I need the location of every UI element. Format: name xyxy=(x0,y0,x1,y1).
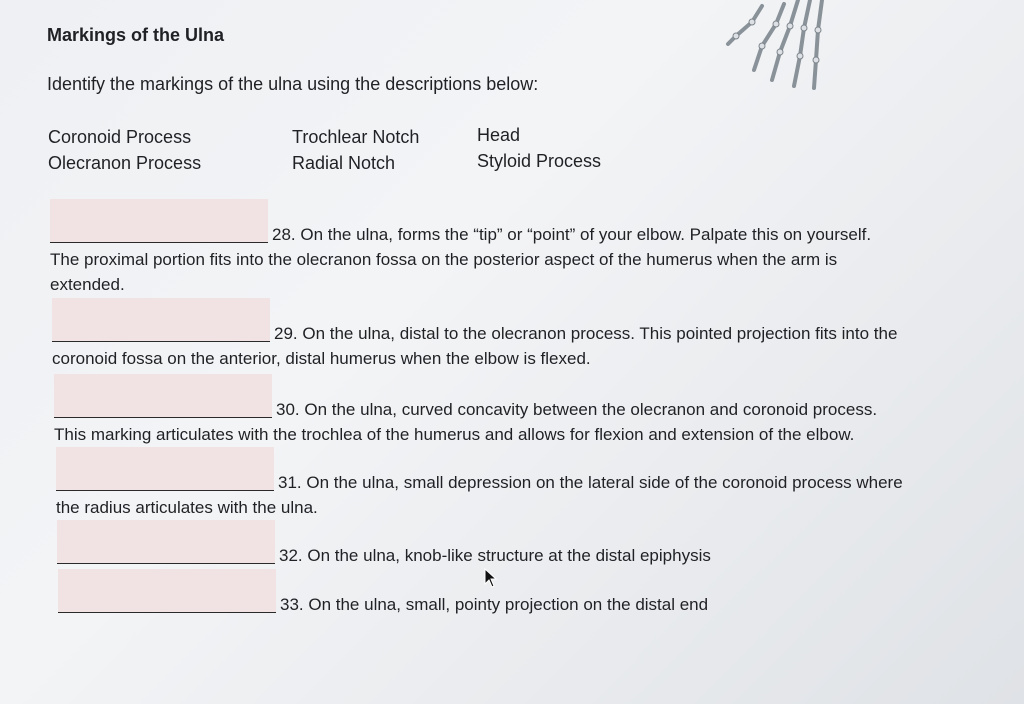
question-31 xyxy=(56,470,986,520)
question-text: 30. On the ulna, curved concavity between the olecranon and coronoid process. xyxy=(276,400,878,419)
word-bank-column-2 xyxy=(292,124,419,176)
word-bank-term: Olecranon Process xyxy=(48,153,202,173)
question-28 xyxy=(50,222,980,297)
question-text: 32. On the ulna, knob-like structure at the distal epiphysis xyxy=(279,546,711,565)
question-text-continued: This marking articulates with the trochlea of the humerus and allows for flexion and extension of the elbow. xyxy=(54,425,855,444)
word-bank-term: Styloid Process xyxy=(477,151,602,171)
question-text-continued: the radius articulates with the ulna. xyxy=(56,498,318,517)
instructions-text: Identify the markings of the ulna using the descriptions below: xyxy=(47,74,539,94)
word-bank-column-1 xyxy=(48,124,201,176)
answer-blank-31[interactable] xyxy=(56,470,274,491)
answer-blank-28[interactable] xyxy=(50,222,268,243)
question-text-continued: The proximal portion fits into the olecranon fossa on the posterior aspect of the humerus when the arm is xyxy=(50,250,838,269)
worksheet-title: Markings of the Ulna xyxy=(47,25,225,45)
question-32 xyxy=(57,543,987,568)
question-text: 33. On the ulna, small, pointy projection on the distal end xyxy=(280,595,709,614)
answer-blank-29[interactable] xyxy=(52,321,270,342)
cursor-arrow-icon xyxy=(484,568,498,588)
hand-bones-icon xyxy=(722,0,832,112)
word-bank-term: Head xyxy=(477,125,521,145)
question-text: 31. On the ulna, small depression on the lateral side of the coronoid process where xyxy=(278,473,903,492)
question-text-continued: coronoid fossa on the anterior, distal humerus when the elbow is flexed. xyxy=(52,349,591,368)
question-text: 28. On the ulna, forms the “tip” or “point” of your elbow. Palpate this on yourself. xyxy=(272,225,872,244)
question-33 xyxy=(58,592,988,617)
word-bank-term: Coronoid Process xyxy=(48,127,192,147)
question-29 xyxy=(52,321,982,371)
word-bank-term: Trochlear Notch xyxy=(292,127,420,147)
question-text: 29. On the ulna, distal to the olecranon process. This pointed projection fits into the xyxy=(274,324,898,343)
answer-blank-30[interactable] xyxy=(54,397,272,418)
question-text-continued: extended. xyxy=(50,275,125,294)
question-30 xyxy=(54,397,984,447)
answer-blank-33[interactable] xyxy=(58,592,276,613)
word-bank-column-3 xyxy=(477,122,601,174)
word-bank-term: Radial Notch xyxy=(292,153,396,173)
answer-blank-32[interactable] xyxy=(57,543,275,564)
